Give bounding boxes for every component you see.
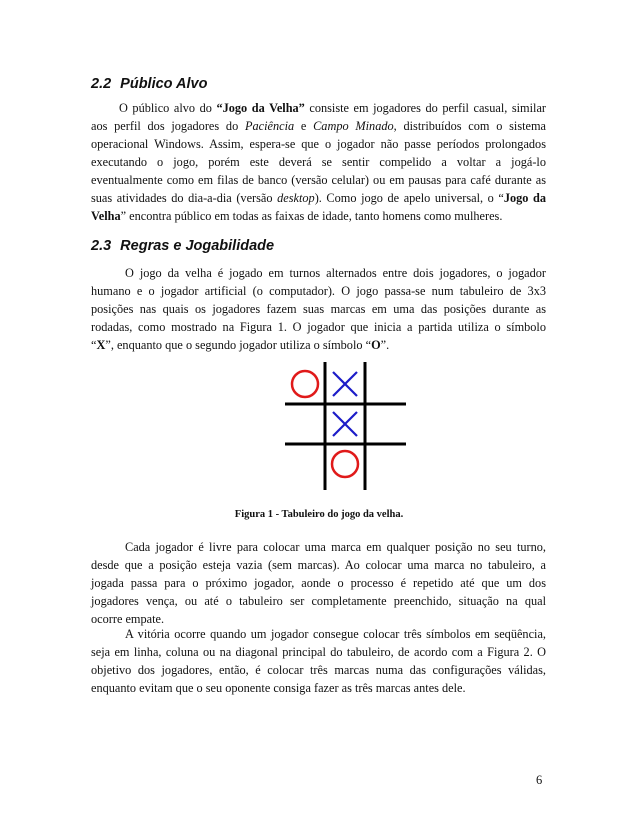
text-line — [91, 592, 546, 610]
text-line — [91, 643, 546, 661]
text-run: executando o jogo, porém este deverá se sentir compelido a voltar a jogá-lo — [91, 155, 546, 169]
text-line — [91, 336, 546, 354]
text-run: Velha — [91, 209, 121, 223]
text-line — [91, 538, 546, 556]
paragraph-publico-alvo — [91, 99, 546, 225]
section-number: 2.3 — [91, 238, 112, 254]
text-run: ocorre empate. — [91, 612, 165, 626]
text-run: enquanto evitam que o seu oponente consiga fazer as três marcas antes dele. — [91, 681, 466, 695]
text-run: Cada jogador é livre para colocar uma marca em qualquer posição no seu turno, — [125, 540, 546, 554]
text-run: posições nas quais os jogadores fazem suas marcas em uma das posições durante as — [91, 302, 546, 316]
text-run: “ — [91, 338, 97, 352]
text-run: desktop — [277, 191, 315, 205]
text-line — [91, 625, 546, 643]
text-line — [91, 282, 546, 300]
text-line — [91, 117, 546, 135]
x-mark-icon — [333, 372, 357, 396]
paragraph-vitoria — [91, 625, 546, 697]
text-run: e — [294, 119, 314, 133]
section-heading-regras — [91, 238, 274, 254]
text-run: consiste em jogadores do perfil casual, similar — [304, 101, 547, 115]
text-run: Campo Minado — [313, 119, 394, 133]
text-line — [91, 318, 546, 336]
figure-caption: Figura 1 - Tabuleiro do jogo da velha. — [234, 509, 404, 520]
o-mark-icon — [332, 451, 358, 477]
text-run: operacional Windows. Assim, espera-se que o jogador não passe períodos prolongados — [91, 137, 546, 151]
text-run: ”. — [380, 338, 390, 352]
text-line — [91, 189, 546, 207]
section-title: Público Alvo — [120, 76, 208, 92]
text-run: jogada passa para o próximo jogador, aonde o processo é repetido até que um dos — [91, 576, 546, 590]
text-line — [91, 556, 546, 574]
paragraph-turnos — [91, 538, 546, 628]
text-run: desde que a posição esteja vazia (sem marcas). Ao colocar uma marca no tabuleiro, a — [91, 558, 546, 572]
text-run: , distribuídos com o sistema — [393, 119, 547, 133]
text-run: aos perfil dos jogadores do — [91, 119, 245, 133]
text-run: eventualmente como em filas de banco (versão celular) ou em pausas para café durante as — [91, 173, 546, 187]
text-run: O — [371, 338, 381, 352]
text-run: O jogo da velha é jogado em turnos alternados entre dois jogadores, o jogador — [125, 266, 546, 280]
text-run: jogadores vença, ou até o tabuleiro ser completamente preenchido, situação na qual — [91, 594, 546, 608]
text-run: ” encontra público em todas as faixas de idade, tanto homens como mulheres. — [120, 209, 503, 223]
text-line — [91, 300, 546, 318]
section-heading-publico-alvo — [91, 76, 207, 92]
text-run: ). Como jogo de apelo universal, o “ — [314, 191, 504, 205]
section-title: Regras e Jogabilidade — [120, 238, 275, 254]
x-mark-icon — [333, 412, 357, 436]
o-mark-icon — [292, 371, 318, 397]
section-number: 2.2 — [91, 76, 112, 92]
text-line — [91, 171, 546, 189]
tic-tac-toe-board-figure — [280, 362, 410, 492]
text-line — [91, 661, 546, 679]
text-run: O público alvo do — [119, 101, 217, 115]
page-number: 6 — [536, 773, 543, 787]
text-run: rodadas, como mostrado na Figura 1. O jogador que inicia a partida utiliza o símbolo — [91, 320, 546, 334]
text-run: seja em linha, coluna ou na diagonal principal do tabuleiro, de acordo com a Figura 2. O — [91, 645, 546, 659]
text-run: ”, enquanto que o segundo jogador utiliza o símbolo “ — [105, 338, 372, 352]
paragraph-regras — [91, 264, 546, 354]
text-run: Paciência — [244, 119, 295, 133]
text-line — [91, 99, 546, 117]
text-run: “Jogo da Velha” — [216, 101, 305, 115]
text-run: suas atividades do dia-a-dia (versão — [91, 191, 278, 205]
text-run: Jogo da — [503, 191, 546, 205]
text-run: A vitória ocorre quando um jogador consegue colocar três símbolos em seqüência, — [125, 627, 546, 641]
text-run: humano e o jogador artificial (o computador). O jogo passa-se num tabuleiro de 3x3 — [91, 284, 546, 298]
text-line — [91, 207, 546, 225]
text-line — [91, 264, 546, 282]
text-run: objetivo dos jogadores, então, é colocar três marcas numa das configurações válidas, — [91, 663, 546, 677]
text-line — [91, 135, 546, 153]
text-line — [91, 153, 546, 171]
text-line — [91, 679, 546, 697]
text-run: X — [96, 338, 106, 352]
text-line — [91, 574, 546, 592]
